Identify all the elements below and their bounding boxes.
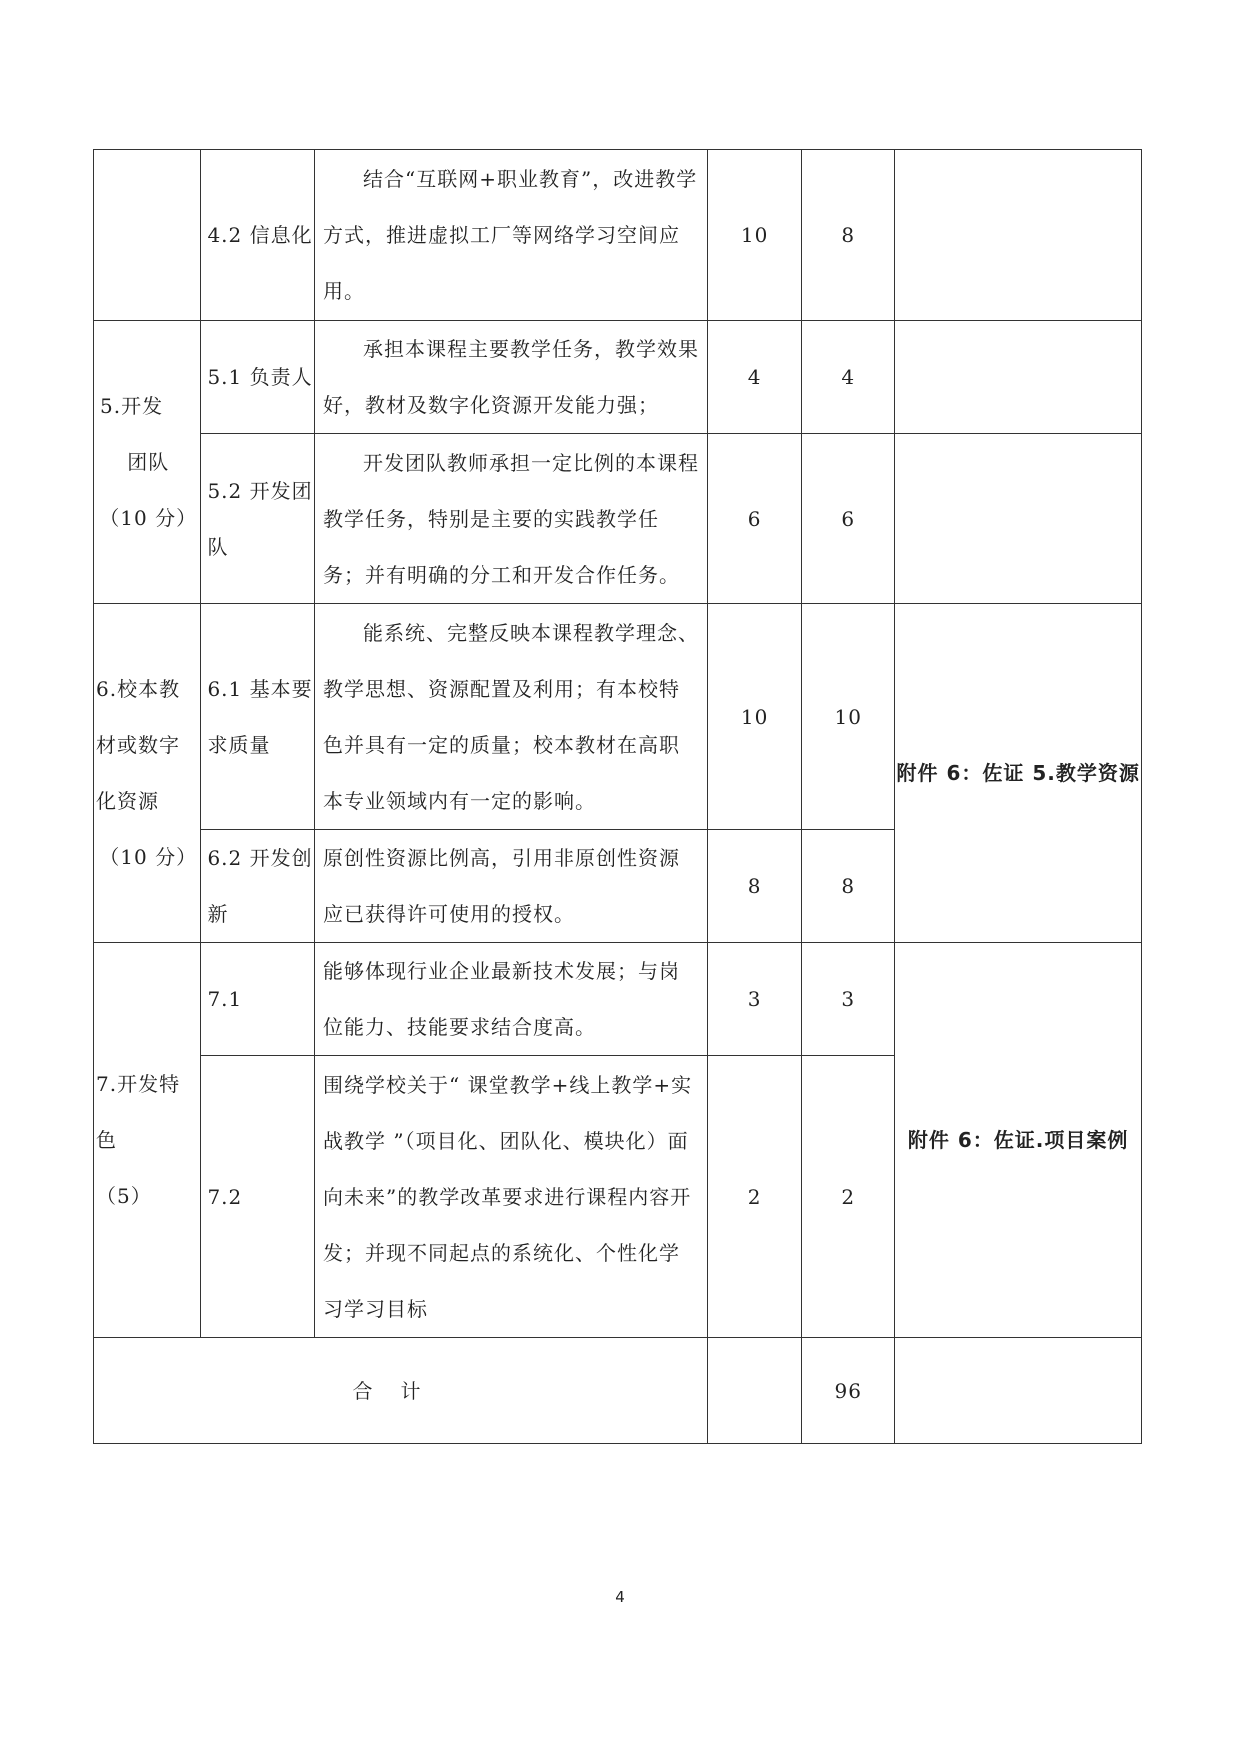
score-cell: 6 bbox=[802, 434, 895, 604]
total-score-cell: 96 bbox=[802, 1338, 895, 1444]
note-cell bbox=[895, 321, 1142, 434]
score-cell: 2 bbox=[802, 1056, 895, 1338]
subitem-cell: 7.2 bbox=[201, 1056, 315, 1338]
note-cell bbox=[895, 1338, 1142, 1444]
subitem-cell: 6.1 基本要求质量 bbox=[201, 604, 315, 830]
full-score-cell: 8 bbox=[708, 830, 802, 943]
category-cell bbox=[94, 943, 201, 1338]
full-score-cell: 2 bbox=[708, 1056, 802, 1338]
note-cell: 附件 6：佐证.项目案例 bbox=[895, 943, 1142, 1338]
criteria-cell: 能系统、完整反映本课程教学理念、教学思想、资源配置及利用；有本校特色并具有一定的质量；校本教材在高职本专业领域内有一定的影响。 bbox=[315, 604, 708, 830]
criteria-cell: 原创性资源比例高，引用非原创性资源应已获得许可使用的授权。 bbox=[315, 830, 708, 943]
category-line: 团队 bbox=[127, 450, 170, 474]
category-line: （10 分） bbox=[99, 506, 198, 530]
full-score-cell bbox=[708, 1338, 802, 1444]
category-line: 5.开发 bbox=[100, 394, 164, 418]
note-cell bbox=[895, 150, 1142, 321]
score-cell: 4 bbox=[802, 321, 895, 434]
criteria-cell: 开发团队教师承担一定比例的本课程教学任务，特别是主要的实践教学任务；并有明确的分工和开发合作任务。 bbox=[315, 434, 708, 604]
evaluation-table bbox=[93, 149, 1142, 1444]
criteria-cell: 承担本课程主要教学任务，教学效果好，教材及数字化资源开发能力强； bbox=[315, 321, 708, 434]
full-score-cell: 4 bbox=[708, 321, 802, 434]
score-cell: 3 bbox=[802, 943, 895, 1056]
score-cell: 10 bbox=[802, 604, 895, 830]
category-line: 6.校本教材或数字化资源 bbox=[96, 677, 181, 813]
category-cell bbox=[94, 321, 201, 604]
total-row bbox=[94, 1338, 1142, 1444]
total-label-cell bbox=[94, 1338, 708, 1444]
total-label: 合计 bbox=[352, 1378, 449, 1403]
subitem-cell: 6.2 开发创新 bbox=[201, 830, 315, 943]
subitem-cell: 5.2 开发团队 bbox=[201, 434, 315, 604]
criteria-cell: 结合“互联网+职业教育”，改进教学方式，推进虚拟工厂等网络学习空间应用。 bbox=[315, 150, 708, 321]
full-score-cell: 3 bbox=[708, 943, 802, 1056]
table-row bbox=[94, 434, 1142, 604]
category-line: （5） bbox=[96, 1184, 152, 1208]
full-score-cell: 10 bbox=[708, 150, 802, 321]
category-line: （10 分） bbox=[99, 845, 198, 869]
subitem-cell: 4.2 信息化 bbox=[201, 150, 315, 321]
full-score-cell: 10 bbox=[708, 604, 802, 830]
subitem-cell: 7.1 bbox=[201, 943, 315, 1056]
table-row bbox=[94, 150, 1142, 321]
table-row bbox=[94, 943, 1142, 1056]
category-cell bbox=[94, 604, 201, 943]
note-cell: 附件 6：佐证 5.教学资源 bbox=[895, 604, 1142, 943]
full-score-cell: 6 bbox=[708, 434, 802, 604]
criteria-cell: 能够体现行业企业最新技术发展；与岗位能力、技能要求结合度高。 bbox=[315, 943, 708, 1056]
category-cell-empty bbox=[94, 150, 201, 321]
score-cell: 8 bbox=[802, 830, 895, 943]
table-row bbox=[94, 604, 1142, 830]
table-row bbox=[94, 321, 1142, 434]
note-cell bbox=[895, 434, 1142, 604]
criteria-cell: 围绕学校关于“ 课堂教学+线上教学+实战教学 ”（项目化、团队化、模块化）面向未来”的教学改革要求进行课程内容开发；并现不同起点的系统化、个性化学习学习目标 bbox=[315, 1056, 708, 1338]
page-number: 4 bbox=[615, 1588, 625, 1606]
score-cell: 8 bbox=[802, 150, 895, 321]
subitem-cell: 5.1 负责人 bbox=[201, 321, 315, 434]
category-line: 7.开发特色 bbox=[96, 1072, 181, 1152]
